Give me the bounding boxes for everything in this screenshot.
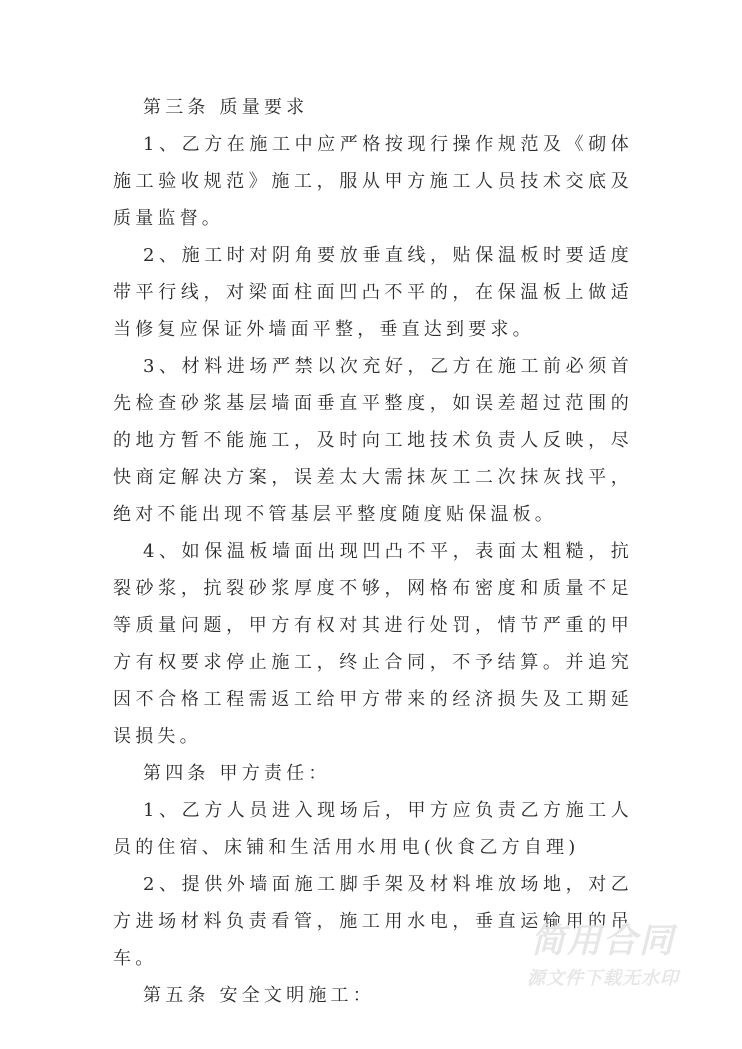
section-heading-5: 第五条 安全文明施工： (143, 985, 375, 1006)
section-heading-4: 第四条 甲方责任： (143, 763, 331, 784)
clause-3-3: 3、材料进场严禁以次充好，乙方在施工前必须首先检查砂浆基层墙面垂直平整度，如误差超过范围的的地方暂不能施工，及时向工地技术负责人反映，尽快商定解决方案，误差太大需抹灰工二次抹灰找平，绝对不能出现不管基层平整度随度贴保温板。 (113, 356, 633, 525)
clause-3-1: 1、乙方在施工中应严格按现行操作规范及《砌体施工验收规范》施工，服从甲方施工人员技术交底及质量监督。 (113, 134, 633, 229)
clause-4-2: 2、提供外墙面施工脚手架及材料堆放场地，对乙方进场材料负责看管，施工用水电，垂直运输用的吊车。 (113, 874, 633, 969)
watermark (508, 920, 698, 994)
watermark-subtitle: 源文件下载无水印 (527, 968, 679, 989)
clause-4-1: 1、乙方人员进入现场后，甲方应负责乙方施工人员的住宿、床铺和生活用水用电(伙食乙方自理) (113, 800, 633, 858)
watermark-title: 简用合同 (531, 921, 675, 961)
clause-3-4: 4、如保温板墙面出现凹凸不平，表面太粗糙，抗裂砂浆，抗裂砂浆厚度不够，网格布密度和质量不足等质量问题，甲方有权对其进行处罚，情节严重的甲方有权要求停止施工，终止合同，不予结算。并追究因不合格工程需返工给甲方带来的经济损失及工期延误损失。 (113, 541, 633, 747)
document-page (113, 89, 633, 1014)
clause-3-2: 2、施工时对阴角要放垂直线，贴保温板时要适度带平行线，对梁面柱面凹凸不平的，在保温板上做适当修复应保证外墙面平整，垂直达到要求。 (113, 245, 633, 340)
section-heading-3: 第三条 质量要求 (143, 97, 309, 118)
